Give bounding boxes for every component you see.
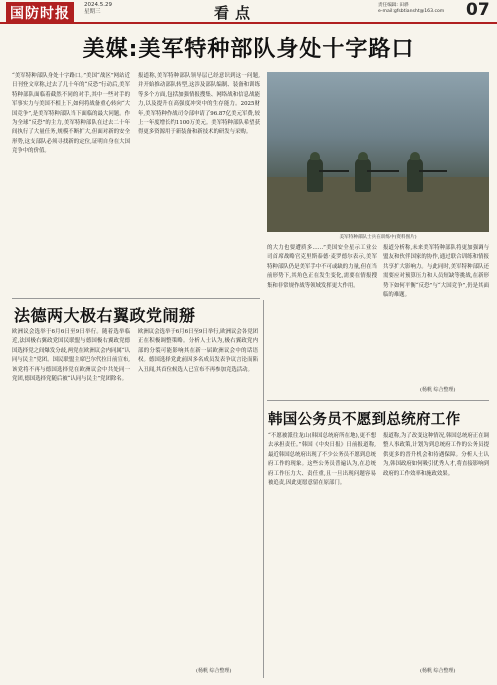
- story2-byline: (杨帆 综合整理): [196, 668, 232, 674]
- story3-byline: (杨帆 综合整理): [420, 668, 456, 674]
- editor-line: 责任编辑: 田骅: [378, 3, 409, 8]
- soldiers-photo: [267, 72, 489, 232]
- story2-headline: 法德两大极右翼政党闹掰: [14, 306, 196, 325]
- story1-column-4: 报道分析称,未来美军特种部队将更加强调与盟友和伙伴国家的协作,通过联合训练和情报共享扩大影响力。与此同时,美军特种部队还需要应对预算压力和人员短缺等挑战,在新形势下如何平衡“反恐”与“大国竞争”,仍是其面临的难题。: [383, 245, 489, 299]
- story1-column-3: 的大力也要遭质多……”美国安全星示工业公司首席战略官克里斯泰德·麦罗德尔表示,美军特种部队仍是美军手中不可或缺的力量,但在当前形势下,其角色正在发生变化,需要在情报搜集和非常规作战等领域发挥更大作用。: [267, 245, 377, 289]
- issue-date: [84, 2, 112, 16]
- story2-column-1: 欧洲议会选举于6月6日至9日举行。随着选举临近,法国极右翼政党国民联盟与德国极右翼政党德国选择党之间爆发分歧,两党在欧洲议会内同属“认同与民主”党团。国民联盟主席巴尔代拉日前宣布,该党将不再与德国选择党在欧洲议会中共处同一党团,德国选择党随后被“认同与民主”党团除名。: [12, 329, 130, 383]
- divider: [263, 300, 264, 678]
- story3-column-2: 报道称,为了改变这种情况,韩国总统府正在调整人事政策,计划为到总统府工作的公务员提供更多的晋升机会和待遇保障。分析人士认为,韩国政府如何吸引优秀人才,将直接影响到政府的工作效率和施政效果。: [383, 433, 489, 477]
- story1-byline: (杨帆 综合整理): [420, 387, 456, 393]
- story3-column-1: “不愿被派往龙山(韩国总统府所在地),更不想去承担责任。”韩国《中央日报》日前报道称,最近韩国总统府出现了不少公务员不愿到总统府工作的现象。这些公务员普遍认为,在总统府工作压力大、责任重,且一旦出现问题容易被追责,因此更愿意留在原部门。: [268, 433, 376, 487]
- page-number: 07: [466, 0, 490, 20]
- divider: [12, 298, 260, 299]
- photo-caption: 美军特种部队士兵在训练中(资料图片): [339, 235, 417, 240]
- section-title: 看点: [214, 4, 257, 22]
- newspaper-logo: 国防时报: [6, 2, 74, 24]
- email-line: e-mail:gfsbtiansht@163.com: [378, 9, 445, 14]
- story1-headline: 美媒:美军特种部队身处十字路口: [82, 37, 415, 62]
- weekday-line: 星期三: [84, 9, 101, 15]
- story2-column-2: 欧洲议会选举于6月6日至9日举行,欧洲议会各党团正在积极调整策略。分析人士认为,极右翼政党内部的分裂可能影响其在新一届欧洲议会中的话语权。德国选择党此前因多名成员发表争议言论而陷入丑闻,其首位候选人已宣布不再参加竞选活动。: [138, 329, 258, 373]
- editor-info: [378, 3, 444, 15]
- story1-column-1: “美军特种部队身处十字路口。”美国“战区”网站近日刊登文章称,过去了几十年的“反恐”行动后,美军特种部队面临着截然不同的对手,其中一些对手的军事实力与美国不相上下,如何将战备重心转向“大国竞争”,是美军特种部队当下面临的最大问题。作为全球“反恐”的主力,美军特种部队在过去二十年间执行了大量任务,规模不断扩大,但面对新的安全形势,这支部队必须寻找新的定位,证明自身在大国竞争中的价值。: [12, 73, 130, 155]
- date-line: 2024.5.29: [84, 2, 112, 8]
- divider: [267, 400, 489, 401]
- story3-headline: 韩国公务员不愿到总统府工作: [268, 412, 461, 428]
- story1-column-2: 报道称,美军特种部队领导层已经意识到这一问题,并开始推动部队转型,这涉及部队编制、装备和训练等多个方面,包括加强情报搜集、网络战和信息战能力,以及提升在高强度冲突中的生存能力。2025财年,美军特种作战司令部申请了96.87亿美元军费,较上一年度增长约1100万美元。美军特种部队希望获得更多资源用于新装备和新技术的研发与采购。: [138, 73, 260, 136]
- page-header: [0, 0, 497, 24]
